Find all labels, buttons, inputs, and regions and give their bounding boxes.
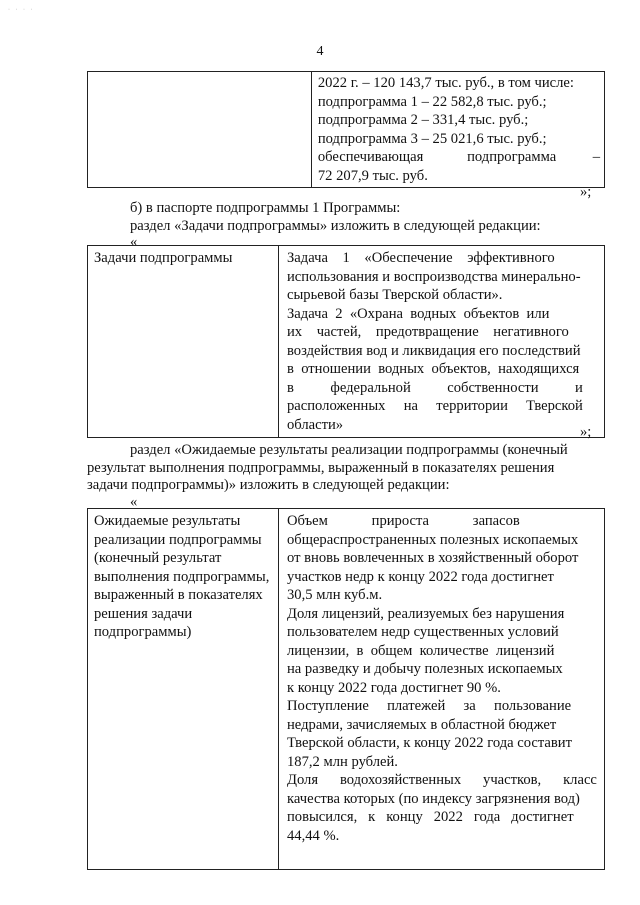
result-2-line: на разведку и добычу полезных ископаемых [287,661,563,677]
results-label-line: решения задачи [94,605,193,622]
financing-line: 2022 г. – 120 143,7 тыс. руб., в том числе: [317,75,574,91]
financing-line: 72 207,9 тыс. руб. [317,167,428,184]
scan-corner-mark: · · · · [8,7,35,13]
page-number: 4 [316,44,324,59]
result-4-line: качества которых (по индексу загрязнения вод) [287,790,580,807]
results-content-cell [279,509,605,870]
result-3-line: Поступление платежей за пользование [287,698,572,714]
paragraph-b: б) в паспорте подпрограммы 1 Программы: [130,200,401,216]
financing-line: подпрограмма 1 – 22 582,8 тыс. руб.; [317,93,547,110]
results-label-line: выраженный в показателях [94,587,263,603]
result-1-line: от вновь вовлеченных в хозяйственный оборот [287,550,579,566]
result-1-line: Объем прироста запасов [287,513,520,529]
task-2-line: области» [287,416,344,433]
results-label-line: реализации подпрограммы [94,531,262,548]
financing-line: обеспечивающая подпрограмма – [317,149,600,165]
task-1-line: сырьевой базы Тверской области». [287,287,503,303]
tasks-label-cell [88,246,279,438]
paragraph-section-tasks: раздел «Задачи подпрограммы» изложить в следующей редакции: [130,218,541,234]
results-label-line: подпрограммы) [94,624,192,640]
paragraph-section-results-line: раздел «Ожидаемые результаты реализации подпрограммы (конечный [130,442,568,458]
task-2-line: Задача 2 «Охрана водных объектов или [287,305,550,322]
closing-quote: »; [580,424,592,440]
result-1-line: общераспространенных полезных ископаемых [287,531,579,548]
task-1-line: использования и воспроизводства минерально- [287,268,581,285]
result-2-line: лицензии, в общем количестве лицензий [287,642,555,659]
task-2-line: воздействия вод и ликвидация его последствий [287,342,581,359]
results-table [87,508,605,870]
result-3-line: Тверской области, к концу 2022 года составит [287,735,572,751]
task-2-line: в федеральной собственности и [287,379,583,396]
paragraph-section-results-line: задачи подпрограммы)» изложить в следующей редакции: [87,477,450,493]
financing-table-value-cell [311,72,604,188]
financing-table-label-cell [88,72,312,188]
result-2-line: Доля лицензий, реализуемых без нарушения [287,605,565,622]
opening-quote: « [130,494,138,510]
task-2-line: в отношении водных объектов, находящихся [287,361,580,377]
tasks-table [87,245,605,438]
financing-table [87,71,605,188]
closing-quote: »; [580,184,592,200]
opening-quote: « [130,234,138,250]
result-3-line: недрами, зачисляемых в областной бюджет [287,716,557,733]
results-label-cell [88,509,279,870]
task-1-line: Задача 1 «Обеспечение эффективного [287,250,555,266]
tasks-content-cell [279,246,605,438]
result-4-line: 44,44 %. [287,827,340,844]
task-2-line: расположенных на территории Тверской [287,398,583,414]
financing-line: подпрограмма 3 – 25 021,6 тыс. руб.; [317,130,547,147]
result-4-line: Доля водохозяйственных участков, класс [287,772,597,788]
tasks-label: Задачи подпрограммы [94,250,233,266]
results-label-line: выполнения подпрограммы, [94,568,270,585]
results-label-line: (конечный результат [94,550,222,566]
result-3-line: 187,2 млн рублей. [287,753,398,770]
results-label-line: Ожидаемые результаты [94,513,241,529]
result-4-line: повысился, к концу 2022 года достигнет [287,809,574,825]
financing-line: подпрограмма 2 – 331,4 тыс. руб.; [317,112,529,128]
result-2-line: к концу 2022 года достигнет 90 %. [287,679,501,696]
paragraph-section-results-line: результат выполнения подпрограммы, выраженный в показателях решения [87,460,555,476]
result-1-line: 30,5 млн куб.м. [287,587,383,603]
result-1-line: участков недр к концу 2022 года достигнет [287,568,554,585]
task-2-line: их частей, предотвращение негативного [287,324,569,340]
result-2-line: пользователем недр существенных условий [287,624,559,640]
